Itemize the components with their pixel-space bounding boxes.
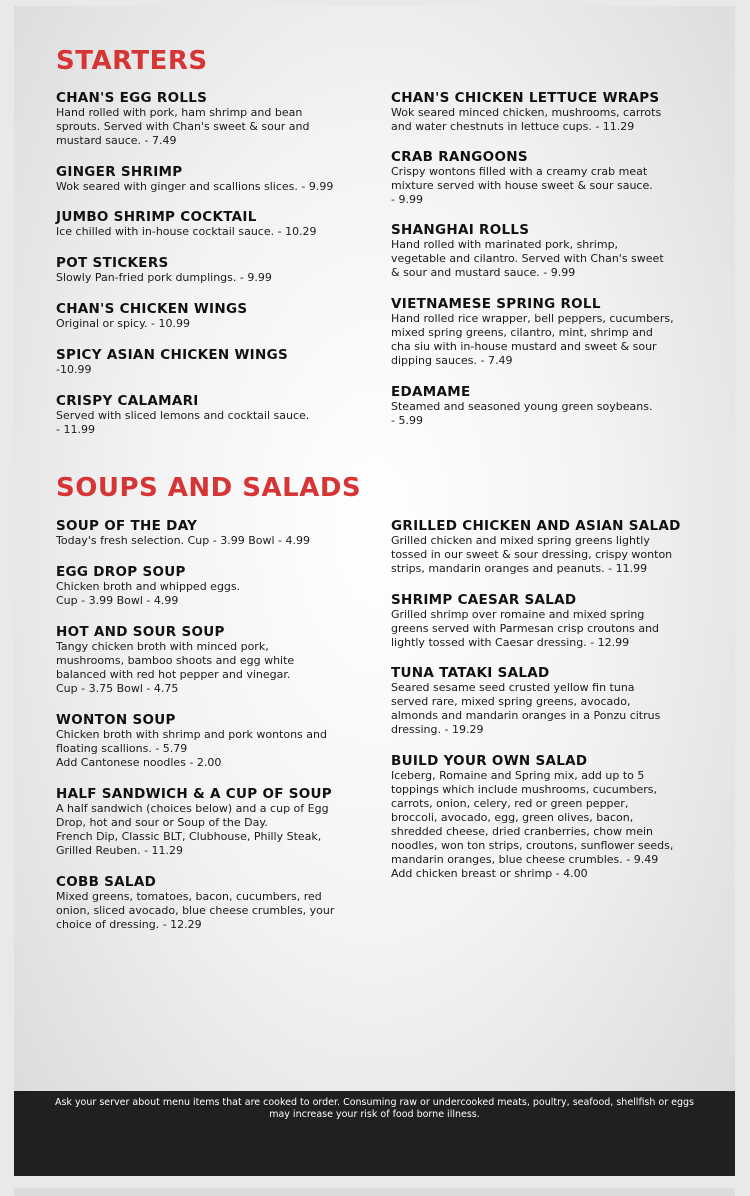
menu-item bbox=[56, 564, 361, 608]
menu-item bbox=[56, 624, 361, 696]
item-description: Mixed greens, tomatoes, bacon, cucumbers, red onion, sliced avocado, blue cheese crumbles, your choice of dressing. - 12.29 bbox=[56, 890, 335, 931]
menu-item bbox=[56, 786, 361, 858]
menu-item bbox=[56, 712, 361, 770]
menu-item bbox=[56, 90, 361, 148]
item-name: CHAN'S CHICKEN LETTUCE WRAPS bbox=[391, 90, 660, 106]
item-name: WONTON SOUP bbox=[56, 712, 176, 728]
menu-item bbox=[56, 209, 361, 239]
item-description: Grilled chicken and mixed spring greens lightly tossed in our sweet & sour dressing, crispy wonton strips, mandarin oranges and peanuts. - 11.99 bbox=[391, 534, 673, 575]
item-name: GINGER SHRIMP bbox=[56, 164, 183, 180]
item-description: Wok seared minced chicken, mushrooms, carrots and water chestnuts in lettuce cups. - 11.29 bbox=[391, 106, 662, 133]
item-name: GRILLED CHICKEN AND ASIAN SALAD bbox=[391, 518, 681, 534]
section-title-starters: STARTERS bbox=[56, 46, 208, 76]
item-description: Wok seared with ginger and scallions slices. - 9.99 bbox=[56, 180, 334, 193]
menu-item bbox=[391, 665, 701, 737]
menu-item bbox=[391, 296, 701, 368]
item-description: Tangy chicken broth with minced pork, mushrooms, bamboo shoots and egg white balanced with red hot pepper and vinegar. Cup - 3.75 Bowl - 4.75 bbox=[56, 640, 295, 695]
section-title-soups-and-salads: SOUPS AND SALADS bbox=[56, 473, 362, 503]
item-description: Slowly Pan-fried pork dumplings. - 9.99 bbox=[56, 271, 272, 284]
menu-item bbox=[56, 255, 361, 285]
item-name: EDAMAME bbox=[391, 384, 471, 400]
item-description: Today's fresh selection. Cup - 3.99 Bowl - 4.99 bbox=[56, 534, 310, 547]
item-description: Ice chilled with in-house cocktail sauce. - 10.29 bbox=[56, 225, 317, 238]
item-name: JUMBO SHRIMP COCKTAIL bbox=[56, 209, 257, 225]
item-name: CRAB RANGOONS bbox=[391, 149, 528, 165]
item-description: Served with sliced lemons and cocktail sauce. - 11.99 bbox=[56, 409, 310, 436]
menu-page bbox=[14, 6, 735, 1176]
menu-item bbox=[56, 301, 361, 331]
menu-item bbox=[56, 393, 361, 437]
next-page-edge bbox=[14, 1188, 735, 1196]
item-name: COBB SALAD bbox=[56, 874, 157, 890]
menu-item bbox=[56, 874, 361, 932]
footer-disclaimer-text: Ask your server about menu items that are cooked to order. Consuming raw or undercooked meats, poultry, seafood, shellfish or eggs may increase your risk of food borne illness. bbox=[54, 1097, 695, 1120]
item-name: CRISPY CALAMARI bbox=[56, 393, 199, 409]
item-description: Crispy wontons filled with a creamy crab meat mixture served with house sweet & sour sauce. - 9.99 bbox=[391, 165, 653, 206]
footer-disclaimer-bar bbox=[14, 1091, 735, 1176]
item-name: HALF SANDWICH & A CUP OF SOUP bbox=[56, 786, 333, 802]
item-description: Grilled shrimp over romaine and mixed spring greens served with Parmesan crisp croutons and lightly tossed with Caesar dressing. - 12.99 bbox=[391, 608, 660, 649]
menu-item bbox=[391, 149, 701, 207]
item-name: SHANGHAI ROLLS bbox=[391, 222, 530, 238]
item-name: SHRIMP CAESAR SALAD bbox=[391, 592, 577, 608]
menu-item bbox=[391, 753, 701, 881]
item-description: -10.99 bbox=[56, 363, 92, 376]
item-description: Hand rolled with pork, ham shrimp and bean sprouts. Served with Chan's sweet & sour and mustard sauce. - 7.49 bbox=[56, 106, 310, 147]
item-name: POT STICKERS bbox=[56, 255, 169, 271]
item-name: HOT AND SOUR SOUP bbox=[56, 624, 225, 640]
item-name: TUNA TATAKI SALAD bbox=[391, 665, 550, 681]
item-name: CHAN'S EGG ROLLS bbox=[56, 90, 208, 106]
menu-item bbox=[391, 518, 701, 576]
menu-item bbox=[56, 347, 361, 377]
item-name: SPICY ASIAN CHICKEN WINGS bbox=[56, 347, 288, 363]
item-name: CHAN'S CHICKEN WINGS bbox=[56, 301, 248, 317]
item-name: VIETNAMESE SPRING ROLL bbox=[391, 296, 601, 312]
item-name: EGG DROP SOUP bbox=[56, 564, 186, 580]
menu-item bbox=[391, 222, 701, 280]
menu-item bbox=[56, 164, 361, 194]
item-description: Original or spicy. - 10.99 bbox=[56, 317, 190, 330]
item-description: Chicken broth with shrimp and pork wontons and floating scallions. - 5.79 Add Cantonese noodles - 2.00 bbox=[56, 728, 327, 769]
item-description: Steamed and seasoned young green soybeans. - 5.99 bbox=[391, 400, 653, 427]
item-name: SOUP OF THE DAY bbox=[56, 518, 198, 534]
item-name: BUILD YOUR OWN SALAD bbox=[391, 753, 588, 769]
item-description: Hand rolled rice wrapper, bell peppers, cucumbers, mixed spring greens, cilantro, mint, shrimp and cha siu with in-house mustard and sweet & sour dipping sauces. - 7.49 bbox=[391, 312, 674, 367]
item-description: Seared sesame seed crusted yellow fin tuna served rare, mixed spring greens, avocado, almonds and mandarin oranges in a Ponzu citrus dressing. - 19.29 bbox=[391, 681, 661, 736]
menu-item bbox=[391, 90, 701, 134]
item-description: Hand rolled with marinated pork, shrimp, vegetable and cilantro. Served with Chan's sweet & sour and mustard sauce. - 9.99 bbox=[391, 238, 664, 279]
item-description: Chicken broth and whipped eggs. Cup - 3.99 Bowl - 4.99 bbox=[56, 580, 241, 607]
menu-item bbox=[391, 384, 701, 428]
menu-item bbox=[56, 518, 361, 548]
menu-item bbox=[391, 592, 701, 650]
item-description: A half sandwich (choices below) and a cup of Egg Drop, hot and sour or Soup of the Day. French Dip, Classic BLT, Clubhouse, Philly Steak, Grilled Reuben. - 11.29 bbox=[56, 802, 329, 857]
item-description: Iceberg, Romaine and Spring mix, add up to 5 toppings which include mushrooms, cucumbers, carrots, onion, celery, red or green pepper, broccoli, avocado, egg, green olives, bacon, shredded cheese, dried cranberries, chow mein noodles, won ton strips, croutons, sunflower seeds, mandarin oranges, blue cheese crumbles. - 9.49 Add chicken breast or shrimp - 4.00 bbox=[391, 769, 674, 880]
